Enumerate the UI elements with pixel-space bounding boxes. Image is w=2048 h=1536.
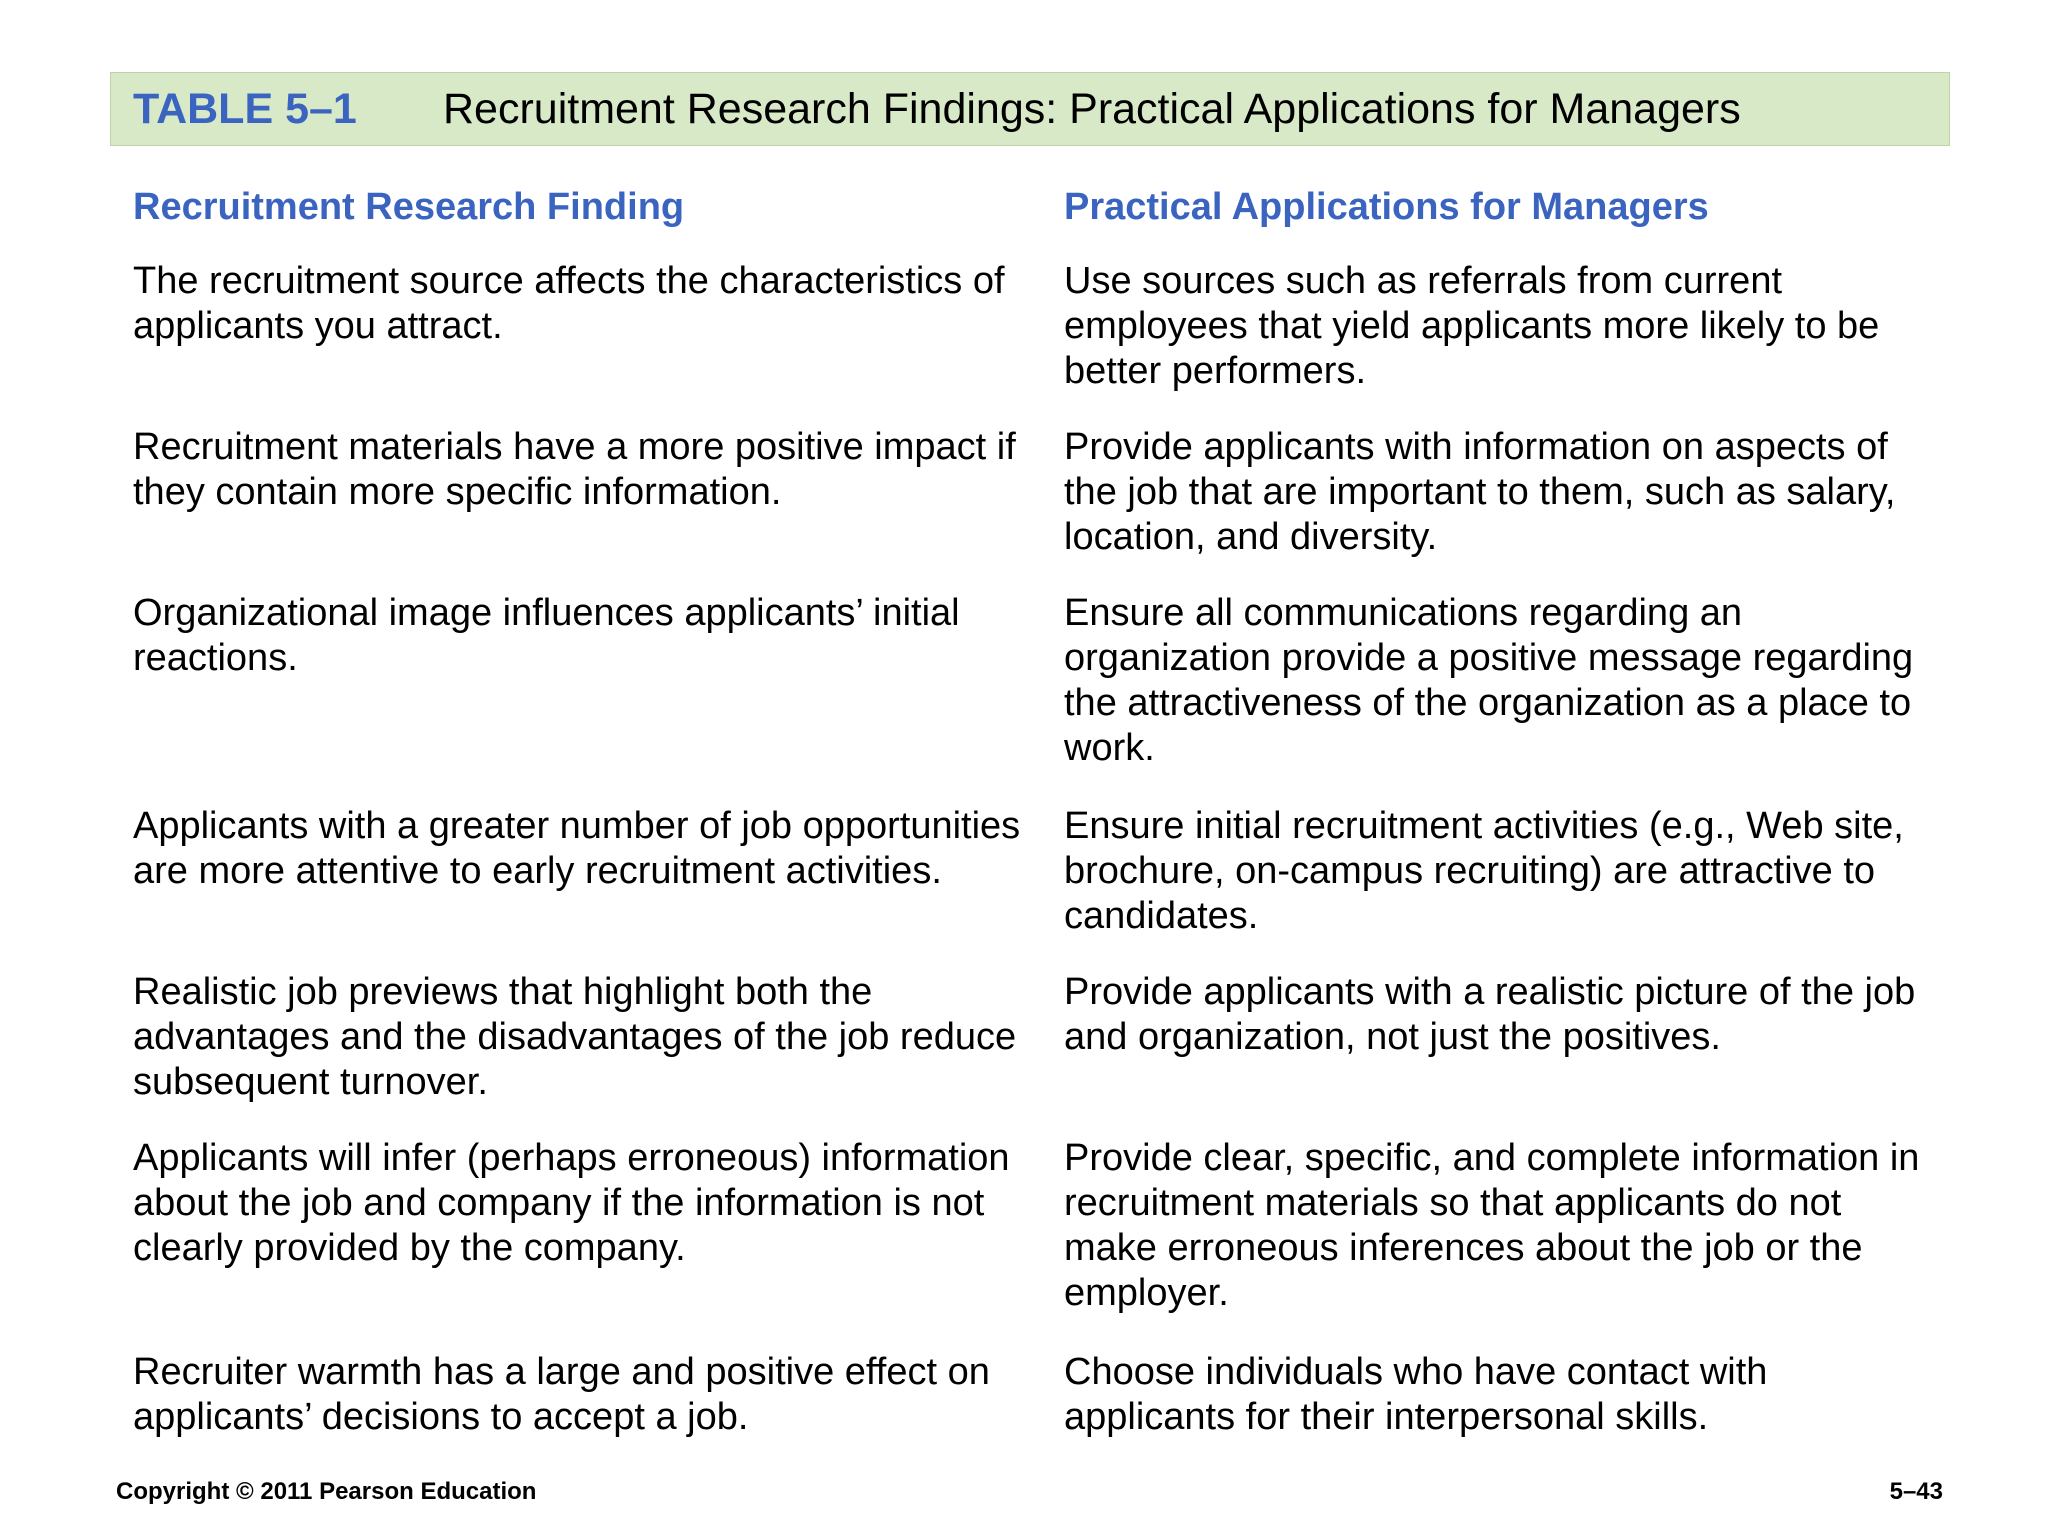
finding-cell: Realistic job previews that highlight both the advantages and the disadvantages of the job reduce subsequent turnover. — [133, 971, 1017, 1103]
application-cell: Use sources such as referrals from current employees that yield applicants more likely to be better performers. — [1064, 260, 1880, 392]
finding-cell: The recruitment source affects the characteristics of applicants you attract. — [133, 260, 1005, 347]
finding-cell: Organizational image influences applicants’ initial reactions. — [133, 592, 960, 679]
column-header-finding: Recruitment Research Finding — [133, 186, 685, 228]
finding-cell: Applicants with a greater number of job opportunities are more attentive to early recruitment activities. — [133, 805, 1021, 892]
application-cell: Provide applicants with information on aspects of the job that are important to them, such as salary, location, and diversity. — [1064, 426, 1896, 558]
table-title: Recruitment Research Findings: Practical Applications for Managers — [443, 84, 1741, 133]
page-number: 5–43 — [1889, 1478, 1943, 1505]
table-label: TABLE 5–1 — [133, 84, 357, 133]
finding-cell: Applicants will infer (perhaps erroneous) information about the job and company if the information is not clearly provided by the company. — [133, 1137, 1010, 1269]
application-cell: Provide applicants with a realistic picture of the job and organization, not just the positives. — [1064, 971, 1916, 1058]
table-title-bar — [110, 72, 1950, 146]
application-cell: Provide clear, specific, and complete information in recruitment materials so that applicants do not make erroneous inferences about the job or the employer. — [1064, 1137, 1920, 1314]
application-cell: Choose individuals who have contact with applicants for their interpersonal skills. — [1064, 1351, 1768, 1438]
column-header-application: Practical Applications for Managers — [1064, 186, 1709, 228]
copyright-notice: Copyright © 2011 Pearson Education — [116, 1478, 537, 1505]
finding-cell: Recruiter warmth has a large and positive effect on applicants’ decisions to accept a job. — [133, 1351, 990, 1438]
application-cell: Ensure initial recruitment activities (e.g., Web site, brochure, on-campus recruiting) are attractive to candidates. — [1064, 805, 1904, 937]
finding-cell: Recruitment materials have a more positive impact if they contain more specific information. — [133, 426, 1016, 513]
application-cell: Ensure all communications regarding an organization provide a positive message regarding the attractiveness of the organization as a place to work. — [1064, 592, 1914, 769]
